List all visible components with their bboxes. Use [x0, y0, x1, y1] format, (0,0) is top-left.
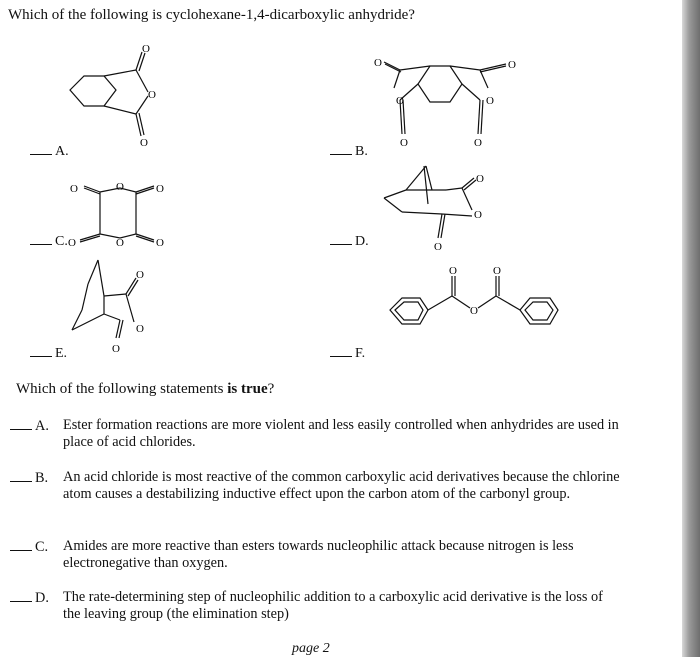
option-b[interactable]: B.	[330, 142, 368, 160]
svg-text:O: O	[156, 183, 164, 195]
option-a[interactable]: A.	[30, 142, 69, 160]
structure-e	[64, 256, 174, 356]
option-f[interactable]: F.	[330, 344, 365, 362]
page-number: page 2	[292, 641, 330, 656]
svg-text:O: O	[136, 269, 144, 281]
svg-text:O: O	[474, 137, 482, 149]
svg-text:O: O	[474, 209, 482, 221]
svg-text:O: O	[148, 89, 156, 101]
question-2-text: Which of the following statements is true?	[16, 381, 275, 397]
svg-text:O: O	[434, 241, 442, 253]
statement-d: D. The rate-determining step of nucleophilic addition to a carboxylic acid derivative is the loss of the leaving group (the elimination step)	[10, 589, 630, 625]
statement-d-choice[interactable]: D.	[10, 589, 49, 607]
svg-text:O: O	[374, 57, 382, 69]
answer-blank[interactable]	[10, 589, 32, 602]
answer-blank[interactable]	[10, 538, 32, 551]
svg-text:O: O	[400, 137, 408, 149]
statement-b: B. An acid chloride is most reactive of the common carboxylic acid derivatives because the chlorine atom causes a destabilizing inductive effect upon the carbon atom of the carbonyl group.	[10, 469, 630, 521]
answer-blank[interactable]	[330, 232, 352, 245]
answer-blank[interactable]	[10, 469, 32, 482]
statement-a-choice[interactable]: A.	[10, 417, 49, 435]
answer-blank[interactable]	[330, 344, 352, 357]
answer-blank[interactable]	[330, 142, 352, 155]
question-1-text: Which of the following is cyclohexane-1,4-dicarboxylic anhydride?	[8, 7, 415, 23]
svg-text:O: O	[136, 323, 144, 335]
page-edge-shadow	[682, 0, 700, 657]
statement-c-choice[interactable]: C.	[10, 538, 48, 556]
structure-a	[60, 42, 180, 152]
structure-c	[62, 178, 192, 258]
answer-blank[interactable]	[30, 344, 52, 357]
svg-text:O: O	[508, 59, 516, 71]
svg-text:O: O	[112, 343, 120, 355]
structure-b	[370, 44, 530, 154]
svg-text:O: O	[116, 181, 124, 193]
svg-text:O: O	[116, 237, 124, 249]
statement-b-choice[interactable]: B.	[10, 469, 48, 487]
svg-text:O: O	[70, 183, 78, 195]
svg-text:O: O	[156, 237, 164, 249]
svg-text:O: O	[68, 237, 76, 249]
answer-blank[interactable]	[30, 142, 52, 155]
statement-c: C. Amides are more reactive than esters towards nucleophilic attack because nitrogen is less electronegative than oxygen.	[10, 538, 630, 574]
option-d[interactable]: D.	[330, 232, 369, 250]
svg-text:O: O	[470, 305, 478, 317]
svg-text:O: O	[486, 95, 494, 107]
svg-text:O: O	[493, 265, 501, 277]
atom-o: O	[142, 43, 150, 55]
svg-text:O: O	[449, 265, 457, 277]
option-c[interactable]: C.	[30, 232, 68, 250]
structure-d	[372, 160, 502, 260]
svg-text:O: O	[476, 173, 484, 185]
svg-text:O: O	[140, 137, 148, 149]
option-e[interactable]: E.	[30, 344, 67, 362]
answer-blank[interactable]	[10, 417, 32, 430]
answer-blank[interactable]	[30, 232, 52, 245]
structure-f	[380, 262, 580, 342]
statement-a: A. Ester formation reactions are more violent and less easily controlled when anhydrides are used in place of acid chlorides.	[10, 417, 630, 453]
svg-text:O: O	[396, 95, 404, 107]
